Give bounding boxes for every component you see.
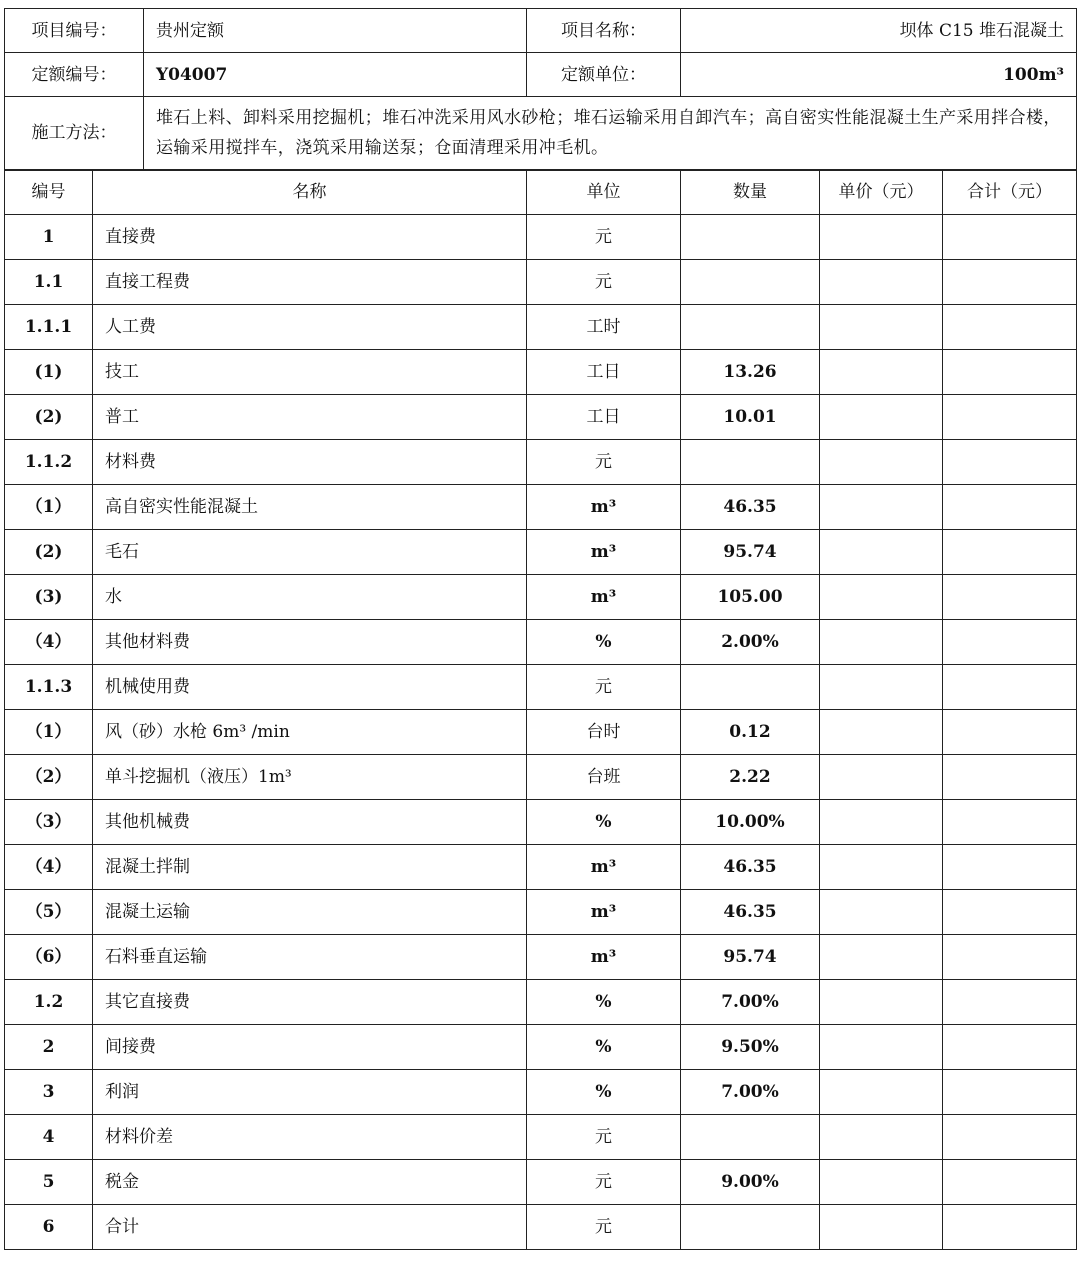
table-row [5,980,1077,1025]
row-total [943,1025,1077,1070]
col-header-total: 合计（元） [943,170,1077,215]
row-code: (2) [5,530,93,575]
row-quantity [681,215,820,260]
row-unit: 元 [527,215,681,260]
row-quantity [681,665,820,710]
row-total [943,305,1077,350]
row-total [943,575,1077,620]
row-unit-price [820,215,943,260]
row-name: 直接费 [93,215,527,260]
row-name: 其它直接费 [93,980,527,1025]
row-name: 高自密实性能混凝土 [93,485,527,530]
table-row [5,260,1077,305]
quota-info-table [4,8,1077,97]
row-unit: % [527,1070,681,1115]
col-header-unit: 单位 [527,170,681,215]
row-quantity: 2.00% [681,620,820,665]
row-quantity [681,1205,820,1250]
row-unit: % [527,980,681,1025]
row-quantity [681,305,820,350]
row-unit-price [820,1025,943,1070]
col-header-price: 单价（元） [820,170,943,215]
row-unit-price [820,620,943,665]
row-name: 水 [93,575,527,620]
method-row [5,96,1077,170]
row-total [943,350,1077,395]
row-total [943,710,1077,755]
col-header-qty: 数量 [681,170,820,215]
row-unit-price [820,755,943,800]
row-unit-price [820,1070,943,1115]
col-header-code: 编号 [5,170,93,215]
table-row [5,845,1077,890]
row-total [943,485,1077,530]
row-code: 1.1.3 [5,665,93,710]
row-code: （2） [5,755,93,800]
row-unit-price [820,485,943,530]
row-quantity [681,440,820,485]
table-row [5,890,1077,935]
row-total [943,935,1077,980]
row-code: （3） [5,800,93,845]
row-name: 利润 [93,1070,527,1115]
row-quantity: 10.00% [681,800,820,845]
row-total [943,980,1077,1025]
row-name: 石料垂直运输 [93,935,527,980]
row-unit: m³ [527,485,681,530]
quota-sheet [4,8,1076,1250]
row-unit-price [820,350,943,395]
row-unit-price [820,395,943,440]
row-code: 1.1 [5,260,93,305]
row-name: 毛石 [93,530,527,575]
row-quantity: 2.22 [681,755,820,800]
row-unit: m³ [527,575,681,620]
row-unit: m³ [527,845,681,890]
row-code: （5） [5,890,93,935]
row-quantity: 9.00% [681,1160,820,1205]
row-total [943,1115,1077,1160]
row-unit: m³ [527,890,681,935]
row-code: 2 [5,1025,93,1070]
row-unit: 元 [527,665,681,710]
row-total [943,755,1077,800]
row-name: 直接工程费 [93,260,527,305]
row-name: 材料价差 [93,1115,527,1160]
row-name: 合计 [93,1205,527,1250]
row-total [943,1205,1077,1250]
row-quantity [681,1115,820,1160]
row-unit-price [820,530,943,575]
quota-unit-value: 100m³ [681,53,1077,97]
col-header-name: 名称 [93,170,527,215]
table-row [5,395,1077,440]
table-row [5,485,1077,530]
row-unit-price [820,260,943,305]
row-name: 混凝土运输 [93,890,527,935]
table-row [5,710,1077,755]
row-unit: 元 [527,440,681,485]
table-row [5,1070,1077,1115]
project-name-label: 项目名称： [527,9,681,53]
row-total [943,620,1077,665]
quota-no-label: 定额编号： [5,53,144,97]
table-row [5,440,1077,485]
row-unit: 工日 [527,395,681,440]
row-unit: 元 [527,260,681,305]
row-code: 1 [5,215,93,260]
row-code: (1) [5,350,93,395]
method-label: 施工方法： [5,96,144,170]
cost-table [4,169,1077,1250]
row-name: 其他材料费 [93,620,527,665]
row-quantity: 46.35 [681,845,820,890]
row-name: 普工 [93,395,527,440]
row-total [943,1160,1077,1205]
row-total [943,395,1077,440]
row-quantity: 7.00% [681,1070,820,1115]
row-unit-price [820,665,943,710]
table-body [5,215,1077,1250]
row-total [943,1070,1077,1115]
table-row [5,935,1077,980]
table-row [5,755,1077,800]
table-row [5,1115,1077,1160]
row-code: （6） [5,935,93,980]
row-quantity: 0.12 [681,710,820,755]
table-row [5,1025,1077,1070]
row-code: 4 [5,1115,93,1160]
row-code: （4） [5,845,93,890]
row-unit-price [820,575,943,620]
row-name: 机械使用费 [93,665,527,710]
project-no-label: 项目编号： [5,9,144,53]
row-quantity: 10.01 [681,395,820,440]
table-row [5,1160,1077,1205]
row-unit: % [527,620,681,665]
row-name: 材料费 [93,440,527,485]
row-unit: 工时 [527,305,681,350]
row-unit-price [820,845,943,890]
row-quantity: 46.35 [681,890,820,935]
row-quantity: 7.00% [681,980,820,1025]
row-code: 5 [5,1160,93,1205]
row-code: 6 [5,1205,93,1250]
row-quantity [681,260,820,305]
row-unit-price [820,890,943,935]
row-unit: 元 [527,1115,681,1160]
quota-row [5,53,1077,97]
table-row [5,620,1077,665]
project-name-value: 坝体 C15 堆石混凝土 [681,9,1077,53]
row-total [943,890,1077,935]
row-quantity: 46.35 [681,485,820,530]
table-row [5,800,1077,845]
row-total [943,530,1077,575]
row-total [943,440,1077,485]
table-row [5,350,1077,395]
row-unit: % [527,800,681,845]
row-total [943,800,1077,845]
method-value: 堆石上料、卸料采用挖掘机；堆石冲洗采用风水砂枪；堆石运输采用自卸汽车；高自密实性能混凝土生产采用拌合楼，运输采用搅拌车，浇筑采用输送泵；仓面清理采用冲毛机。 [144,96,1077,170]
row-name: 技工 [93,350,527,395]
row-unit: m³ [527,935,681,980]
row-code: 1.1.2 [5,440,93,485]
row-name: 人工费 [93,305,527,350]
row-name: 单斗挖掘机（液压）1m³ [93,755,527,800]
row-code: （4） [5,620,93,665]
row-code: (2) [5,395,93,440]
row-unit-price [820,440,943,485]
row-total [943,665,1077,710]
row-unit-price [820,1115,943,1160]
construction-method-table [4,96,1077,171]
row-name: 税金 [93,1160,527,1205]
row-unit: % [527,1025,681,1070]
row-name: 混凝土拌制 [93,845,527,890]
row-code: 3 [5,1070,93,1115]
row-quantity: 95.74 [681,935,820,980]
row-total [943,215,1077,260]
row-quantity: 13.26 [681,350,820,395]
table-row [5,305,1077,350]
row-unit: 元 [527,1205,681,1250]
row-unit-price [820,1205,943,1250]
table-row [5,665,1077,710]
row-unit-price [820,800,943,845]
row-code: 1.2 [5,980,93,1025]
row-unit-price [820,980,943,1025]
row-unit: 台班 [527,755,681,800]
row-total [943,845,1077,890]
row-unit-price [820,305,943,350]
row-total [943,260,1077,305]
row-quantity: 105.00 [681,575,820,620]
row-quantity: 95.74 [681,530,820,575]
project-no-value: 贵州定额 [144,9,527,53]
table-row [5,575,1077,620]
project-row [5,9,1077,53]
row-code: (3) [5,575,93,620]
row-unit: 元 [527,1160,681,1205]
row-unit: 工日 [527,350,681,395]
table-header-row [5,170,1077,215]
quota-no-value: Y04007 [144,53,527,97]
row-unit-price [820,935,943,980]
row-name: 风（砂）水枪 6m³ /min [93,710,527,755]
row-unit-price [820,710,943,755]
row-quantity: 9.50% [681,1025,820,1070]
row-unit: 台时 [527,710,681,755]
row-unit: m³ [527,530,681,575]
row-code: （1） [5,710,93,755]
table-row [5,1205,1077,1250]
row-code: （1） [5,485,93,530]
row-name: 间接费 [93,1025,527,1070]
table-row [5,530,1077,575]
row-name: 其他机械费 [93,800,527,845]
quota-unit-label: 定额单位： [527,53,681,97]
table-row [5,215,1077,260]
row-code: 1.1.1 [5,305,93,350]
row-unit-price [820,1160,943,1205]
